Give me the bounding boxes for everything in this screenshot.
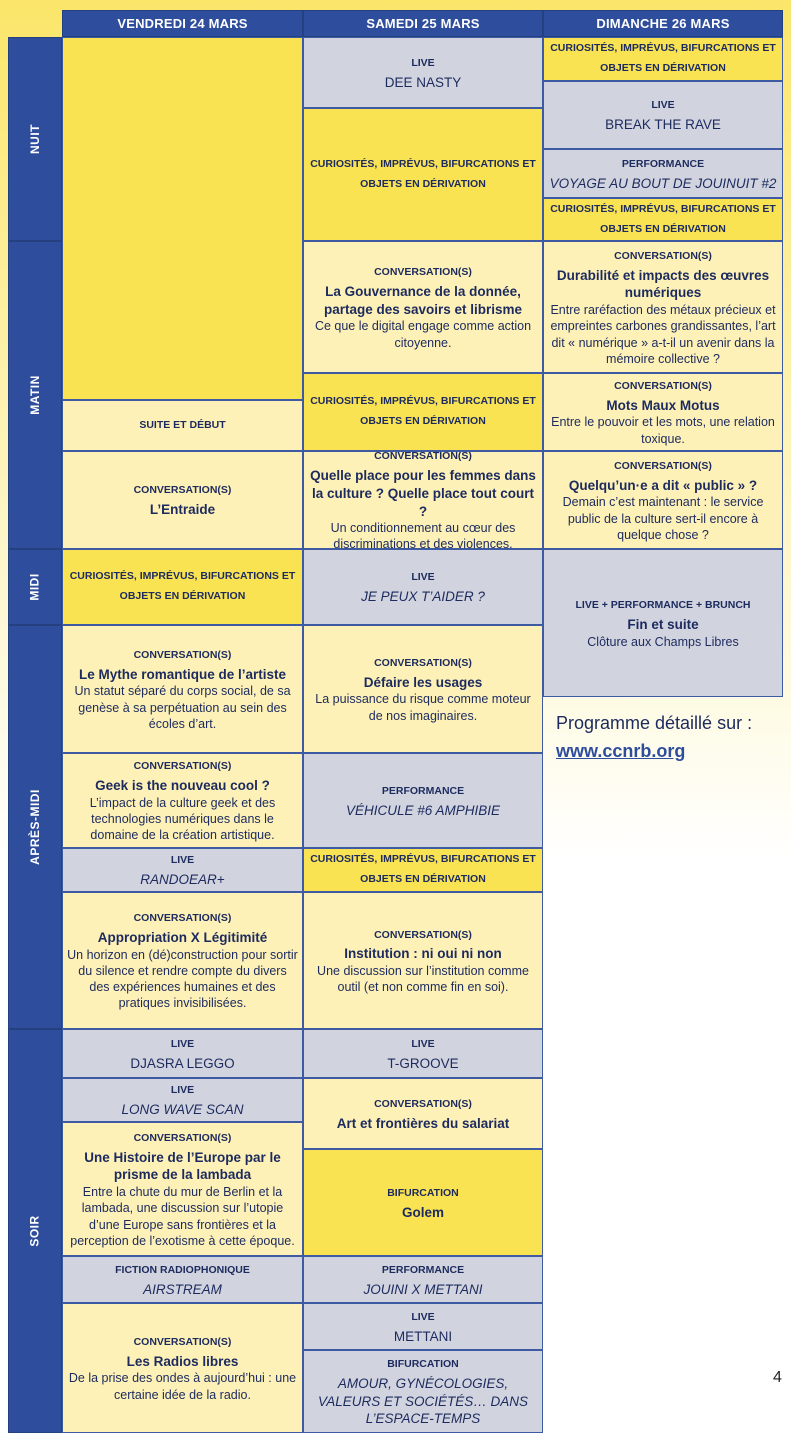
event-description: Clôture aux Champs Libres xyxy=(587,634,739,649)
event-cell-vendredi xyxy=(62,1029,303,1078)
event-category: CONVERSATION(S) xyxy=(374,266,472,279)
event-description: Demain c’est maintenant : le service public de la culture sert-il encore à quelque chose ? xyxy=(562,495,764,542)
event-category: CONVERSATION(S) xyxy=(614,249,712,262)
period-label-nuit: NUIT xyxy=(8,37,62,241)
event-cell-dimanche xyxy=(543,149,783,198)
event-cell-samedi xyxy=(303,1256,543,1303)
event-cell-samedi xyxy=(303,1350,543,1433)
event-cell-vendredi xyxy=(62,1256,303,1303)
event-description: De la prise des ondes à aujourd’hui : une certaine idée de la radio. xyxy=(68,1371,297,1402)
event-title: JOUINI X METTANI xyxy=(363,1281,483,1297)
event-category: LIVE xyxy=(170,1084,195,1097)
event-cell-vendredi xyxy=(62,625,303,753)
event-description: L’impact de la culture geek et des technologies numériques dans le domaine de la création artistique. xyxy=(89,795,276,843)
event-category: CURIOSITÉS, IMPRÉVUS, BIFURCATIONS ET OBJETS EN DÉRIVATION xyxy=(550,42,776,74)
event-cell-vendredi xyxy=(62,1122,303,1256)
event-category: CONVERSATION(S) xyxy=(133,484,232,497)
event-cell-samedi xyxy=(303,848,543,892)
event-description: Entre raréfaction des métaux précieux et empreintes carbones grandissantes, l’art dit « numérique » a-t-il un avenir dans la mémoire collective ? xyxy=(550,303,776,366)
event-description: Ce que le digital engage comme action citoyenne. xyxy=(314,319,532,350)
event-title: Les Radios libres xyxy=(126,1353,239,1369)
event-category: LIVE xyxy=(411,56,435,69)
event-title: RANDOEAR+ xyxy=(140,872,225,888)
event-title: VÉHICULE #6 AMPHIBIE xyxy=(345,802,501,818)
event-cell-samedi xyxy=(303,1149,543,1256)
event-cell-vendredi xyxy=(62,1303,303,1433)
event-cell-vendredi xyxy=(62,848,303,892)
event-title: BREAK THE RAVE xyxy=(605,117,721,133)
page-number: 4 xyxy=(773,1369,782,1386)
event-cell-dimanche xyxy=(543,81,783,149)
event-category: CONVERSATION(S) xyxy=(133,1336,232,1348)
event-title: Défaire les usages xyxy=(363,674,483,690)
program-details-note xyxy=(556,710,752,766)
event-description: Entre le pouvoir et les mots, une relation toxique. xyxy=(551,415,775,446)
event-cell-dimanche xyxy=(543,37,783,81)
event-cell-vendredi xyxy=(62,451,303,549)
event-title: DEE NASTY xyxy=(384,74,462,90)
event-cell-samedi xyxy=(303,108,543,241)
event-cell-dimanche xyxy=(543,198,783,241)
event-cell-dimanche xyxy=(543,373,783,451)
event-category: CURIOSITÉS, IMPRÉVUS, BIFURCATIONS ET OBJETS EN DÉRIVATION xyxy=(310,395,536,427)
event-description: Entre la chute du mur de Berlin et la lambada, une discussion sur l’utopie d’une Europe sans frontières et la perception de l’exotisme à cette époque. xyxy=(70,1185,295,1248)
day-header-samedi: SAMEDI 25 MARS xyxy=(303,10,543,37)
event-description: Un statut séparé du corps social, de sa genèse à sa perpétuation au sein des écoles d’art. xyxy=(74,684,291,731)
event-category: PERFORMANCE xyxy=(381,1263,465,1276)
event-category: LIVE xyxy=(411,1037,435,1050)
day-header-dimanche: DIMANCHE 26 MARS xyxy=(543,10,783,37)
day-header-vendredi: VENDREDI 24 MARS xyxy=(62,10,303,37)
event-cell-samedi xyxy=(303,1078,543,1149)
event-category: CONVERSATION(S) xyxy=(133,760,232,773)
event-title: Geek is the nouveau cool ? xyxy=(95,778,270,794)
event-cell-samedi xyxy=(303,1029,543,1078)
event-category: CONVERSATION(S) xyxy=(133,648,232,661)
event-description: Une discussion sur l’institution comme outil (et non comme fin en soi). xyxy=(317,963,529,995)
event-category: CONVERSATION(S) xyxy=(374,1097,472,1110)
event-title: Une Histoire de l’Europe par le prisme de la lambada xyxy=(84,1149,281,1183)
event-cell-samedi xyxy=(303,37,543,108)
event-cell-vendredi xyxy=(62,400,303,451)
event-category: CONVERSATION(S) xyxy=(614,380,712,392)
event-title: METTANI xyxy=(393,1328,453,1344)
event-category: LIVE xyxy=(170,854,195,867)
event-category: CONVERSATION(S) xyxy=(133,1131,232,1144)
event-title: T-GROOVE xyxy=(387,1055,459,1071)
event-category: CONVERSATION(S) xyxy=(374,451,472,463)
event-category: CONVERSATION(S) xyxy=(133,912,232,925)
event-cell-samedi xyxy=(303,451,543,549)
event-title: Le Mythe romantique de l’artiste xyxy=(78,666,287,682)
event-description: La puissance du risque comme moteur de nos imaginaires. xyxy=(315,692,531,723)
event-title: Art et frontières du salariat xyxy=(336,1115,510,1131)
event-title: AIRSTREAM xyxy=(143,1281,222,1297)
event-cell-samedi xyxy=(303,625,543,753)
event-category: CONVERSATION(S) xyxy=(374,928,472,941)
event-category: CURIOSITÉS, IMPRÉVUS, BIFURCATIONS ET OBJETS EN DÉRIVATION xyxy=(310,157,536,190)
event-title: Quelle place pour les femmes dans la culture ? Quelle place tout court ? xyxy=(310,468,536,519)
event-title: Durabilité et impacts des œuvres numériques xyxy=(556,267,770,301)
event-title: Quelqu’un·e a dit « public » ? xyxy=(568,477,758,493)
event-category: CONVERSATION(S) xyxy=(374,657,472,669)
event-cell-vendredi xyxy=(62,753,303,848)
event-category: BIFURCATION xyxy=(387,1186,459,1199)
event-cell-samedi xyxy=(303,1303,543,1350)
event-cell-vendredi xyxy=(62,892,303,1029)
event-category: FICTION RADIOPHONIQUE xyxy=(115,1263,250,1276)
event-cell-dimanche xyxy=(543,241,783,373)
event-category: PERFORMANCE xyxy=(381,784,465,797)
event-title: Institution : ni oui ni non xyxy=(344,946,502,962)
event-title: Appropriation X Légitimité xyxy=(97,930,268,946)
event-category: CURIOSITÉS, IMPRÉVUS, BIFURCATIONS ET OBJETS EN DÉRIVATION xyxy=(310,853,536,885)
event-cell-vendredi xyxy=(62,549,303,625)
program-details-link[interactable]: www.ccnrb.org xyxy=(556,740,686,761)
event-category: PERFORMANCE xyxy=(621,157,705,170)
event-category: CURIOSITÉS, IMPRÉVUS, BIFURCATIONS ET OBJETS EN DÉRIVATION xyxy=(69,570,296,602)
event-title: VOYAGE AU BOUT DE JOUINUIT #2 xyxy=(549,175,777,191)
event-category: LIVE xyxy=(170,1037,195,1050)
event-cell-samedi xyxy=(303,753,543,848)
event-category: CONVERSATION(S) xyxy=(614,459,712,472)
event-category: BIFURCATION xyxy=(387,1358,459,1371)
event-category: SUITE ET DÉBUT xyxy=(139,418,226,431)
event-title: L’Entraide xyxy=(149,502,216,518)
event-description: Un conditionnement au cœur des discriminations et des violences. xyxy=(330,521,516,549)
event-cell-dimanche xyxy=(543,451,783,549)
event-category: LIVE xyxy=(411,571,435,584)
event-title: LONG WAVE SCAN xyxy=(121,1102,244,1118)
event-cell-vendredi xyxy=(62,1078,303,1122)
event-title: Mots Maux Motus xyxy=(606,397,720,413)
period-label-midi: MIDI xyxy=(8,549,62,625)
event-title: AMOUR, GYNÉCOLOGIES, VALEURS ET SOCIÉTÉS… DANS L’ESPACE-TEMPS xyxy=(317,1376,529,1427)
event-cell-dimanche xyxy=(543,549,783,697)
event-cell-samedi xyxy=(303,549,543,625)
period-label-matin: MATIN xyxy=(8,241,62,549)
event-title: JE PEUX T’AIDER ? xyxy=(361,589,485,605)
event-category: LIVE + PERFORMANCE + BRUNCH xyxy=(575,599,751,612)
event-title: Golem xyxy=(401,1204,444,1220)
program-details-text: Programme détaillé sur : xyxy=(556,713,753,733)
event-title: La Gouvernance de la donnée, partage des savoirs et librisme xyxy=(323,284,523,317)
event-category: CURIOSITÉS, IMPRÉVUS, BIFURCATIONS ET OBJETS EN DÉRIVATION xyxy=(550,202,776,235)
event-title: DJASRA LEGGO xyxy=(130,1055,235,1071)
event-category: LIVE xyxy=(411,1310,435,1323)
event-cell-samedi xyxy=(303,373,543,451)
event-cell-vendredi xyxy=(62,37,303,400)
event-category: LIVE xyxy=(651,99,675,112)
period-label-apres-midi: APRÈS-MIDI xyxy=(8,625,62,1029)
period-label-soir: SOIR xyxy=(8,1029,62,1433)
event-title: Fin et suite xyxy=(627,617,699,633)
event-description: Un horizon en (dé)construction pour sortir du silence et rendre compte du divers des expériences humaines et des pratiques invisibilisées. xyxy=(67,947,298,1011)
event-cell-samedi xyxy=(303,892,543,1029)
event-cell-samedi xyxy=(303,241,543,373)
